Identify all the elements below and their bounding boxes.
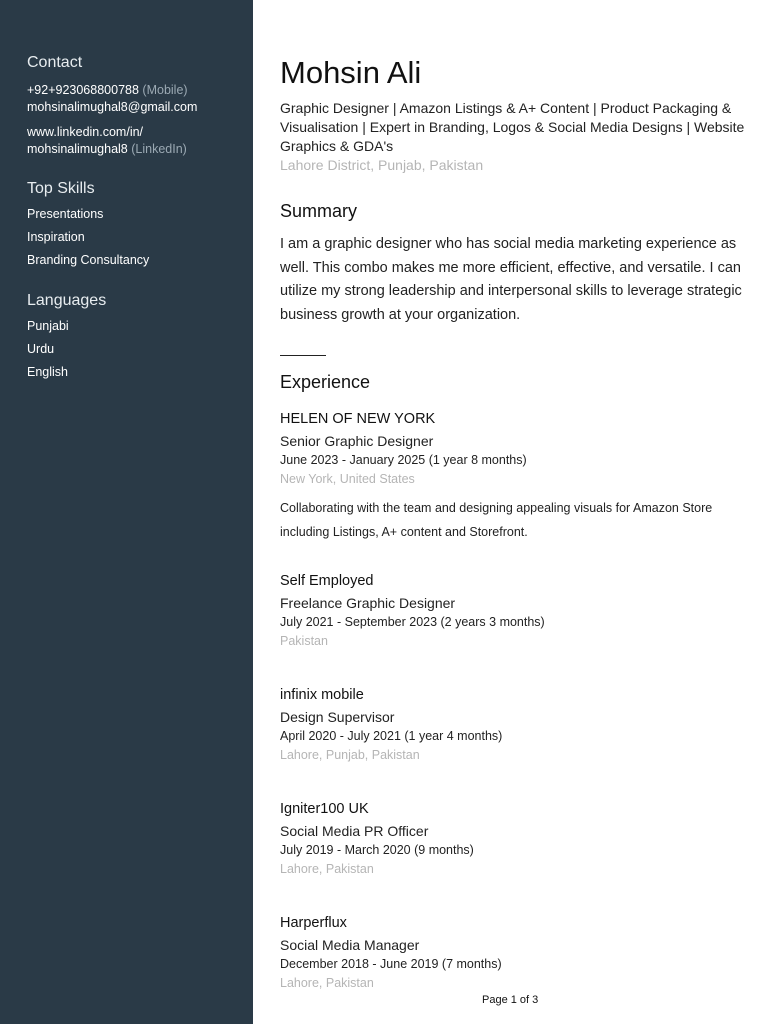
contact-heading: Contact xyxy=(27,54,83,71)
job-location: Lahore, Pakistan xyxy=(280,862,374,876)
contact-section xyxy=(27,54,253,158)
job-dates: July 2019 - March 2020 (9 months) xyxy=(280,843,474,857)
job-role: Social Media Manager xyxy=(280,937,420,953)
job-role: Senior Graphic Designer xyxy=(280,433,434,449)
languages-heading: Languages xyxy=(27,292,107,309)
job-dates: June 2023 - January 2025 (1 year 8 months) xyxy=(280,453,527,467)
main-content xyxy=(280,54,750,992)
top-skills-section xyxy=(27,180,253,272)
section-divider xyxy=(280,355,326,356)
summary-heading: Summary xyxy=(280,201,358,221)
skill-item: Branding Consultancy xyxy=(27,253,150,267)
summary-text: I am a graphic designer who has social media marketing experience as well. This combo makes me more efficient, effective, and versatile. I can utilize my strong leadership and interpersonal skills to leverage strategic business growth at your organization. xyxy=(280,236,742,323)
contact-phone-email xyxy=(27,82,253,116)
phone-line xyxy=(27,82,253,99)
candidate-name: Mohsin Ali xyxy=(280,55,422,90)
phone-number[interactable]: +92+923068800788 xyxy=(27,83,139,97)
company-name: Igniter100 UK xyxy=(280,801,369,817)
job-role: Design Supervisor xyxy=(280,709,395,725)
job-dates: December 2018 - June 2019 (7 months) xyxy=(280,957,502,971)
company-name: Harperflux xyxy=(280,915,347,931)
linkedin-block xyxy=(27,124,253,158)
languages-list xyxy=(27,315,253,384)
company-name: HELEN OF NEW YORK xyxy=(280,411,436,427)
experience-item xyxy=(280,914,750,992)
experience-item xyxy=(280,572,750,650)
job-dates: July 2021 - September 2023 (2 years 3 months) xyxy=(280,615,545,629)
experience-item xyxy=(280,410,750,544)
job-location: Lahore, Punjab, Pakistan xyxy=(280,748,420,762)
job-description: Collaborating with the team and designing appealing visuals for Amazon Store including Listings, A+ content and Storefront. xyxy=(280,501,713,539)
company-name: Self Employed xyxy=(280,573,374,589)
language-item: English xyxy=(27,365,68,379)
job-role: Freelance Graphic Designer xyxy=(280,595,456,611)
language-item: Punjabi xyxy=(27,319,69,333)
page-number: Page 1 of 3 xyxy=(482,994,539,1006)
company-name: infinix mobile xyxy=(280,687,364,703)
skill-item: Inspiration xyxy=(27,230,85,244)
top-skills-heading: Top Skills xyxy=(27,180,95,197)
experience-heading: Experience xyxy=(280,372,371,392)
candidate-location: Lahore District, Punjab, Pakistan xyxy=(280,157,484,173)
job-location: New York, United States xyxy=(280,472,415,486)
languages-section xyxy=(27,292,253,384)
linkedin-label: (LinkedIn) xyxy=(131,142,187,156)
experience-item xyxy=(280,800,750,878)
job-location: Lahore, Pakistan xyxy=(280,976,374,990)
skills-list xyxy=(27,203,253,272)
job-location: Pakistan xyxy=(280,634,328,648)
headline: Graphic Designer | Amazon Listings & A+ Content | Product Packaging & Visualisation | Expert in Branding, Logos & Social Media Designs | Website Graphics & GDA's xyxy=(280,100,745,154)
sidebar xyxy=(0,0,253,1024)
job-dates: April 2020 - July 2021 (1 year 4 months) xyxy=(280,729,503,743)
linkedin-url-line2 xyxy=(27,141,253,158)
language-item: Urdu xyxy=(27,342,55,356)
linkedin-url-line1[interactable]: www.linkedin.com/in/ xyxy=(27,125,144,139)
experience-item xyxy=(280,686,750,764)
phone-label: (Mobile) xyxy=(142,83,188,97)
skill-item: Presentations xyxy=(27,207,104,221)
email-address[interactable]: mohsinalimughal8@gmail.com xyxy=(27,100,198,114)
job-role: Social Media PR Officer xyxy=(280,823,429,839)
linkedin-handle[interactable]: mohsinalimughal8 xyxy=(27,142,128,156)
